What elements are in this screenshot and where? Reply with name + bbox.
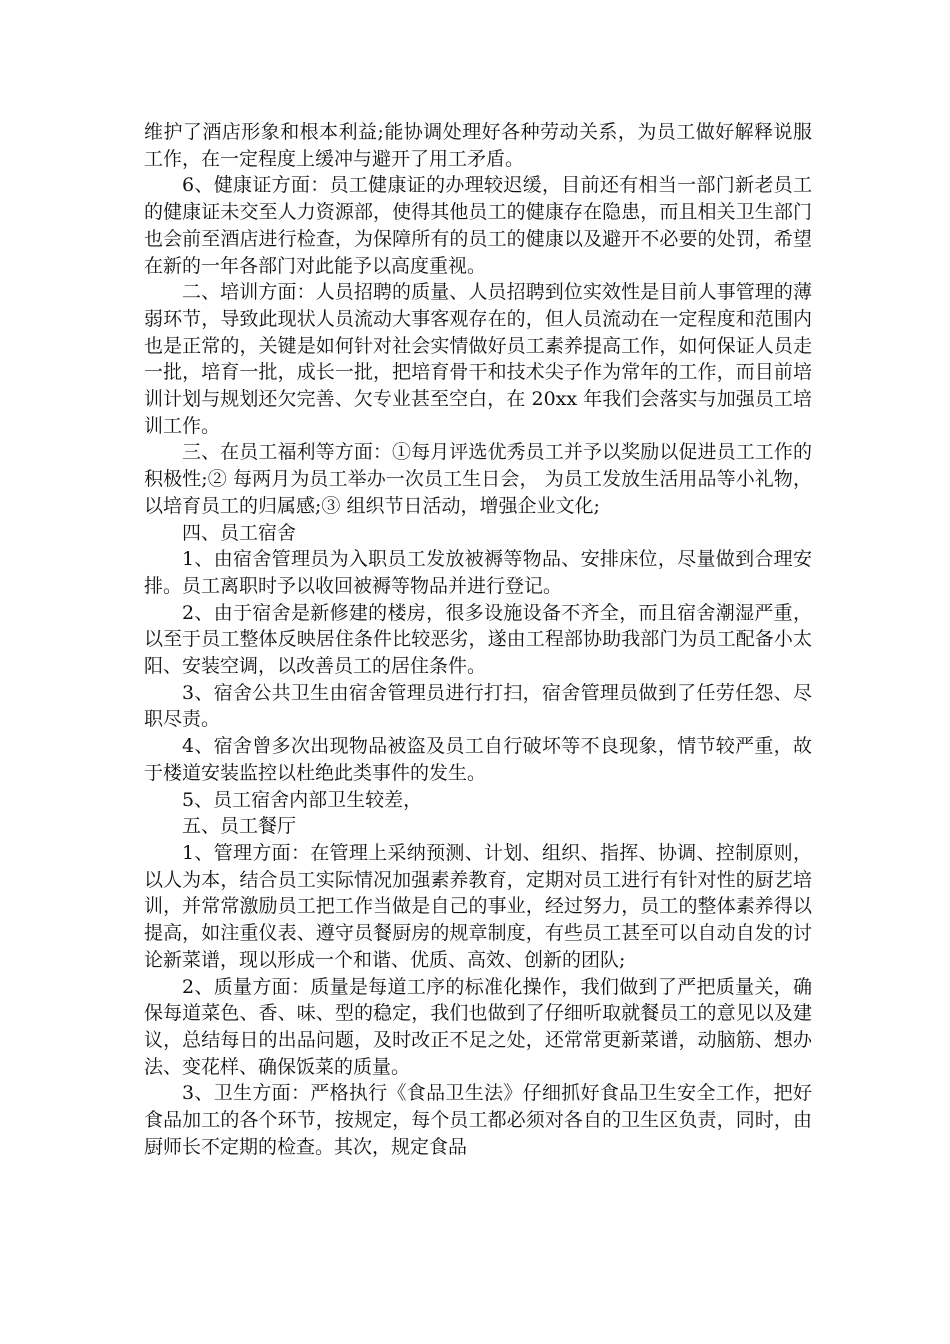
paragraph-dormitory-3: 3、宿舍公共卫生由宿舍管理员进行打扫，宿舍管理员做到了任劳任怨、尽职尽责。	[144, 681, 812, 731]
paragraph-dormitory-1: 1、由宿舍管理员为入职员工发放被褥等物品、安排床位，尽量做到合理安排。员工离职时予以收回被褥等物品并进行登记。	[144, 548, 812, 597]
paragraph-training: 二、培训方面：人员招聘的质量、人员招聘到位实效性是目前人事管理的薄弱环节，导致此现状人员流动大事客观存在的，但人员流动在一定程度和范围内也是正常的，关键是如何针对社会实情做好员工素养提高工作，如何保证人员走一批，培育一批，成长一批，把培育骨干和技术尖子作为常年的工作，而目前培训计划与规划还欠完善、欠专业甚至空白，在 20xx 年我们会落实与加强员工培训工作。	[144, 281, 812, 437]
paragraph-canteen-hygiene: 3、卫生方面：严格执行《食品卫生法》仔细抓好食品卫生安全工作，把好食品加工的各个环节，按规定，每个员工都必须对各自的卫生区负责，同时，由厨师长不定期的检查。其次，规定食品	[144, 1082, 812, 1158]
heading-canteen: 五、员工餐厅	[182, 815, 297, 838]
heading-dormitory: 四、员工宿舍	[182, 521, 297, 544]
paragraph-welfare: 三、在员工福利等方面：①每月评选优秀员工并予以奖励以促进员工工作的积极性;② 每两月为员工举办一次员工生日会， 为员工发放生活用品等小礼物，以培育员工的归属感;③ 组织节日活动，增强企业文化;	[144, 441, 812, 517]
document-body	[144, 119, 812, 1160]
paragraph-dormitory-5: 5、员工宿舍内部卫生较差，	[182, 788, 423, 811]
paragraph-dormitory-4: 4、宿舍曾多次出现物品被盗及员工自行破坏等不良现象，情节较严重，故于楼道安装监控以杜绝此类事件的发生。	[144, 735, 812, 784]
paragraph-dormitory-2: 2、由于宿舍是新修建的楼房，很多设施设备不齐全，而且宿舍潮湿严重，以至于员工整体反映居住条件比较恶劣，遂由工程部协助我部门为员工配备小太阳、安装空调，以改善员工的居住条件。	[144, 601, 812, 678]
paragraph-health-certificate: 6、健康证方面：员工健康证的办理较迟缓，目前还有相当一部门新老员工的健康证未交至人力资源部，使得其他员工的健康存在隐患，而且相关卫生部门也会前至酒店进行检查，为保障所有的员工的健康以及避开不必要的处罚，希望在新的一年各部门对此能予以高度重视。	[144, 174, 812, 277]
paragraph-continuation: 维护了酒店形象和根本利益;能协调处理好各种劳动关系，为员工做好解释说服工作，在一定程度上缓冲与避开了用工矛盾。	[144, 121, 812, 170]
paragraph-canteen-quality: 2、质量方面：质量是每道工序的标准化操作，我们做到了严把质量关，确保每道菜色、香、味、型的稳定，我们也做到了仔细听取就餐员工的意见以及建议，总结每日的出品问题，及时改正不足之处，还常常更新菜谱，动脑筋、想办法、变花样、确保饭菜的质量。	[144, 975, 812, 1078]
paragraph-canteen-management: 1、管理方面：在管理上采纳预测、计划、组织、指挥、协调、控制原则，以人为本，结合员工实际情况加强素养教育，定期对员工进行有针对性的厨艺培训，并常常激励员工把工作当做是自己的事业，经过努力，员工的整体素养得以提高，如注重仪表、遵守员餐厨房的规章制度，有些员工甚至可以自动自发的讨论新菜谱，现以形成一个和谐、优质、高效、创新的团队;	[144, 841, 812, 971]
